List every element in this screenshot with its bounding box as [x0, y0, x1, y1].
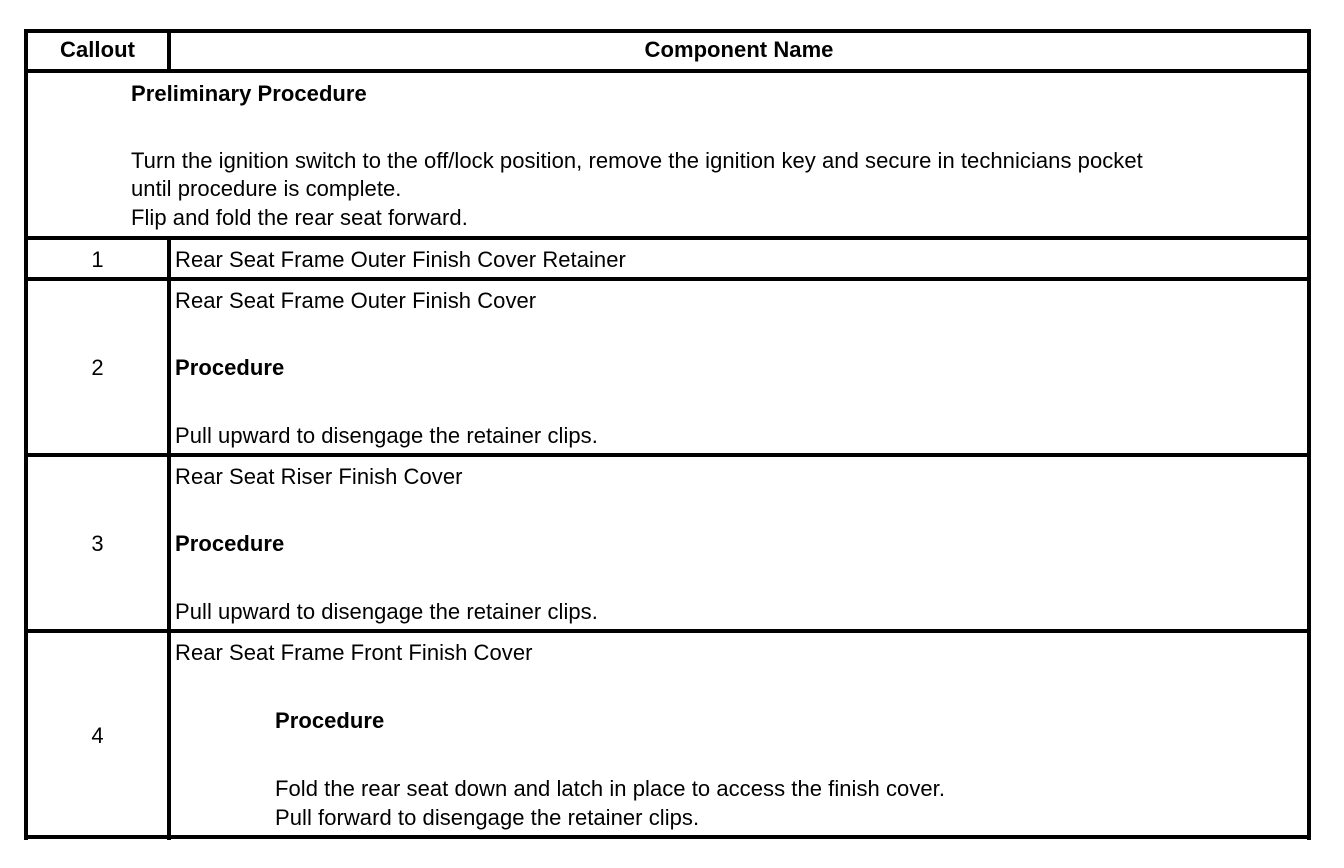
row-1-divider — [24, 277, 1311, 281]
row-4-step-2: Pull forward to disengage the retainer clips. — [275, 805, 700, 830]
row-3-step-1: Pull upward to disengage the retainer clips. — [175, 599, 598, 624]
table-border-top — [24, 29, 1311, 33]
row-2-divider — [24, 453, 1311, 457]
preliminary-title: Preliminary Procedure — [131, 81, 367, 106]
row-3-callout: 3 — [91, 531, 104, 556]
row-4-procedure-label: Procedure — [275, 708, 385, 733]
preliminary-line-3: Flip and fold the rear seat forward. — [131, 205, 468, 230]
header-divider — [24, 69, 1311, 73]
header-callout: Callout — [60, 37, 135, 62]
preliminary-line-1: Turn the ignition switch to the off/lock position, remove the ignition key and secure in technicians pocket — [131, 148, 1143, 173]
row-1-callout: 1 — [91, 247, 104, 272]
table-border-bottom — [24, 835, 1311, 839]
row-3-procedure-label: Procedure — [175, 531, 285, 556]
row-3-name: Rear Seat Riser Finish Cover — [175, 464, 463, 489]
row-4-step-1: Fold the rear seat down and latch in place to access the finish cover. — [275, 776, 945, 801]
preliminary-line-2: until procedure is complete. — [131, 176, 402, 201]
row-2-callout: 2 — [91, 355, 104, 380]
column-divider-body — [167, 236, 171, 840]
row-3-divider — [24, 629, 1311, 633]
row-1-name: Rear Seat Frame Outer Finish Cover Retainer — [175, 247, 626, 272]
row-4-name: Rear Seat Frame Front Finish Cover — [175, 640, 533, 665]
row-2-step-1: Pull upward to disengage the retainer clips. — [175, 423, 598, 448]
row-4-callout: 4 — [91, 723, 104, 748]
table-border-left — [24, 29, 28, 840]
procedure-table — [24, 29, 1311, 840]
row-2-procedure-label: Procedure — [175, 355, 285, 380]
row-2-name: Rear Seat Frame Outer Finish Cover — [175, 288, 537, 313]
header-component-name: Component Name — [644, 37, 834, 62]
preliminary-divider — [24, 236, 1311, 240]
table-border-right — [1307, 29, 1311, 840]
